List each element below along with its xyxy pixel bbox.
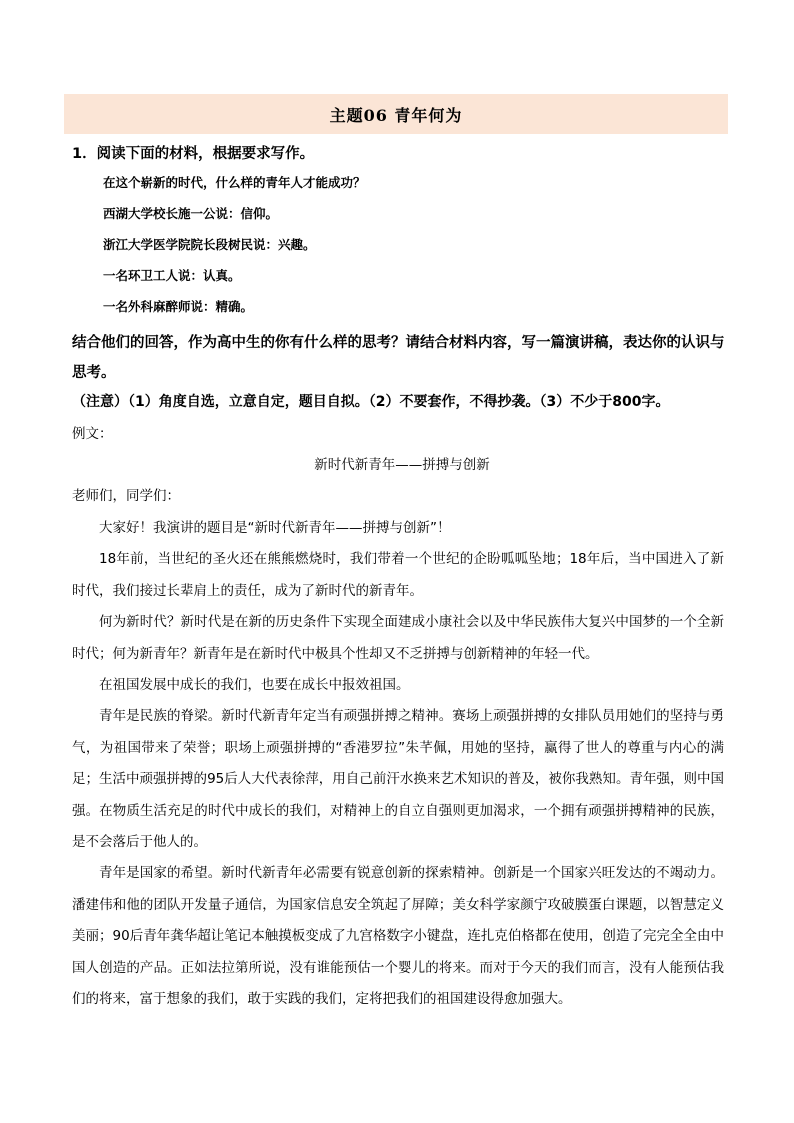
essay-paragraph: 大家好！我演讲的题目是“新时代新青年——拼搏与创新”！ [99, 520, 451, 536]
question-prompt: 1．阅读下面的材料，根据要求写作。 [72, 146, 315, 162]
material-line: 在这个崭新的时代，什么样的青年人才能成功？ [103, 175, 366, 190]
writing-task: 结合他们的回答，作为高中生的你有什么样的思考？请结合材料内容，写一篇演讲稿，表达你的认识与思考。 [72, 335, 725, 381]
essay-title: 新时代新青年——拼搏与创新 [314, 457, 490, 473]
material-line: 西湖大学校长施一公说：信仰。 [103, 206, 279, 221]
essay-paragraph: 青年是民族的脊梁。新时代新青年定当有顽强拼搏之精神。赛场上顽强拼搏的女排队员用她们的坚持与勇气，为祖国带来了荣誉；职场上顽强拼搏的“香港罗拉”朱芊佩，用她的坚持，赢得了世人的尊重与内心的满足；生活中顽强拼搏的95后人大代表徐萍，用自己前汗水换来艺术知识的普及，被你我熟知。青年强，则中国强。在物质生活充足的时代中成长的我们，对精神上的自立自强则更加渴求，一个拥有顽强拼搏精神的民族，是不会落后于他人的。 [72, 708, 724, 851]
material-line: 一名环卫工人说：认真。 [103, 268, 241, 283]
essay-paragraph: 在祖国发展中成长的我们，也要在成长中报效祖国。 [99, 677, 410, 694]
material-line: 浙江大学医学院院长段树民说：兴趣。 [103, 237, 316, 252]
essay-body [72, 513, 724, 1016]
essay-paragraph: 青年是国家的希望。新时代新青年必需要有锐意创新的探索精神。创新是一个国家兴旺发达的不竭动力。潘建伟和他的团队开发量子通信，为国家信息安全筑起了屏障；美女科学家颜宁攻破膜蛋白课题，以智慧定义美丽；90后青年龚华超让笔记本触摸板变成了九宫格数字小键盘，连扎克伯格都在使用，创造了完完全全由中国人创造的产品。正如法拉第所说，没有谁能预估一个婴儿的将来。而对于今天的我们而言，没有人能预估我们的将来，富于想象的我们，敢于实践的我们，定将把我们的祖国建设得愈加强大。 [72, 865, 724, 1008]
page-title: 主题06 青年何为 [329, 105, 463, 125]
writing-requirements: （注意）（1）角度自选，立意自定，题目自拟。（2）不要套作，不得抄袭。（3）不少于800字。 [72, 394, 670, 410]
material-line: 一名外科麻醉师说：精确。 [103, 299, 254, 314]
example-label: 例文： [72, 426, 113, 442]
title-banner [64, 94, 728, 134]
essay-paragraph: 18年前，当世纪的圣火还在熊熊燃烧时，我们带着一个世纪的企盼呱呱坠地；18年后，当中国进入了新时代，我们接过长辈肩上的责任，成为了新时代的新青年。 [72, 551, 724, 599]
essay-paragraph: 何为新时代？新时代是在新的历史条件下实现全面建成小康社会以及中华民族伟大复兴中国梦的一个全新时代；何为新青年？新青年是在新时代中极具个性却又不乏拼搏与创新精神的年轻一代。 [72, 614, 724, 662]
essay-salutation: 老师们，同学们： [72, 488, 180, 504]
